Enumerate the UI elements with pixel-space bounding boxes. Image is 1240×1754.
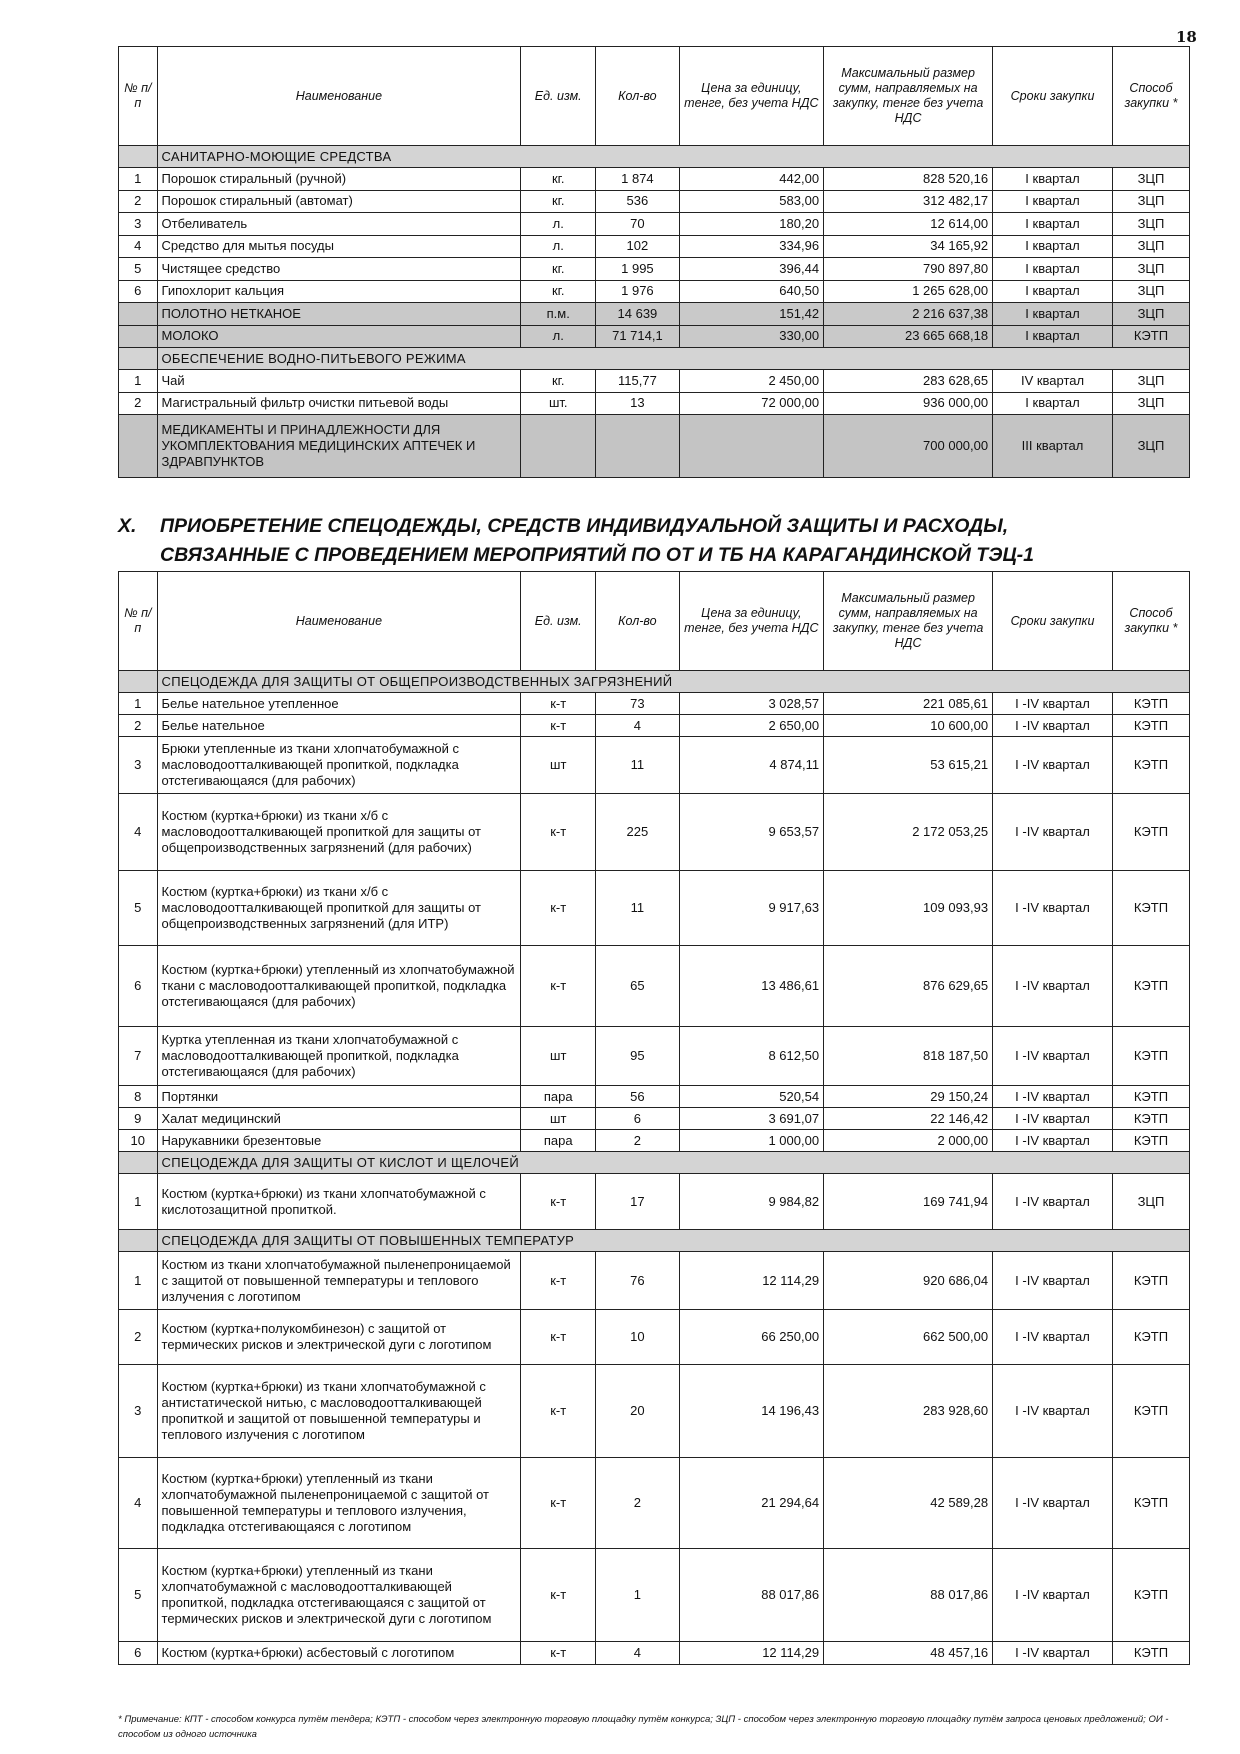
item-max-sum: 828 520,16 <box>824 168 993 191</box>
item-method: КЭТП <box>1112 325 1189 348</box>
col-header-num: № п/п <box>119 572 158 671</box>
row-number: 10 <box>119 1130 158 1152</box>
table-row <box>119 1027 1190 1086</box>
row-number: 7 <box>119 1027 158 1086</box>
table-row <box>119 1108 1190 1130</box>
item-unit-price: 4 874,11 <box>679 737 823 794</box>
table-row <box>119 1458 1190 1549</box>
col-header-method: Способ закупки * <box>1112 47 1189 146</box>
table-section-row <box>119 1152 1190 1174</box>
item-max-sum: 42 589,28 <box>824 1458 993 1549</box>
item-name: МЕДИКАМЕНТЫ И ПРИНАДЛЕЖНОСТИ ДЛЯ УКОМПЛЕКТОВАНИЯ МЕДИЦИНСКИХ АПТЕЧЕК И ЗДРАВПУНКТОВ <box>157 415 521 478</box>
col-header-unit: Ед. изм. <box>521 572 596 671</box>
item-method: ЗЦП <box>1112 213 1189 236</box>
table-section-row <box>119 671 1190 693</box>
item-name: Чай <box>157 370 521 393</box>
item-method: КЭТП <box>1112 1027 1189 1086</box>
item-max-sum: 2 172 053,25 <box>824 794 993 871</box>
col-header-max-sum: Максимальный размер сумм, направляемых на закупку, тенге без учета НДС <box>824 47 993 146</box>
item-unit-price: 180,20 <box>679 213 823 236</box>
item-unit-price: 1 000,00 <box>679 1130 823 1152</box>
row-number: 9 <box>119 1108 158 1130</box>
item-period: I -IV квартал <box>993 1549 1113 1642</box>
row-number: 5 <box>119 1549 158 1642</box>
row-number <box>119 303 158 326</box>
item-quantity: 73 <box>596 693 679 715</box>
col-header-period: Сроки закупки <box>993 572 1113 671</box>
item-period: I -IV квартал <box>993 1252 1113 1310</box>
item-period: I квартал <box>993 190 1113 213</box>
section-title: ОБЕСПЕЧЕНИЕ ВОДНО-ПИТЬЕВОГО РЕЖИМА <box>157 348 1189 370</box>
item-max-sum: 12 614,00 <box>824 213 993 236</box>
item-method: КЭТП <box>1112 1549 1189 1642</box>
item-period: I квартал <box>993 235 1113 258</box>
item-method: КЭТП <box>1112 693 1189 715</box>
item-method: КЭТП <box>1112 1365 1189 1458</box>
item-max-sum: 88 017,86 <box>824 1549 993 1642</box>
row-number: 1 <box>119 370 158 393</box>
item-name: Костюм из ткани хлопчатобумажной пыленепроницаемой с защитой от повышенной температуры и теплового излучения с логотипом <box>157 1252 521 1310</box>
item-name: Брюки утепленные из ткани хлопчатобумажной с масловодоотталкивающей пропиткой, подкладка отстегивающаяся (для рабочих) <box>157 737 521 794</box>
item-period: I -IV квартал <box>993 1642 1113 1665</box>
table-row <box>119 1252 1190 1310</box>
item-unit: к-т <box>521 1642 596 1665</box>
item-name: Белье нательное утепленное <box>157 693 521 715</box>
item-method: КЭТП <box>1112 737 1189 794</box>
item-unit: шт <box>521 737 596 794</box>
item-unit: кг. <box>521 190 596 213</box>
item-period: I -IV квартал <box>993 693 1113 715</box>
row-number: 1 <box>119 693 158 715</box>
section-num-cell <box>119 1152 158 1174</box>
item-period: I квартал <box>993 325 1113 348</box>
row-number: 1 <box>119 168 158 191</box>
item-period: I -IV квартал <box>993 871 1113 946</box>
item-quantity: 65 <box>596 946 679 1027</box>
item-max-sum: 169 741,94 <box>824 1174 993 1230</box>
row-number <box>119 325 158 348</box>
item-unit-price: 9 917,63 <box>679 871 823 946</box>
item-name: Куртка утепленная из ткани хлопчатобумажной с масловодоотталкивающей пропиткой, подкладка отстегивающаяся (для рабочих) <box>157 1027 521 1086</box>
item-unit: к-т <box>521 1549 596 1642</box>
item-max-sum: 53 615,21 <box>824 737 993 794</box>
row-number: 1 <box>119 1252 158 1310</box>
item-max-sum: 34 165,92 <box>824 235 993 258</box>
table-header-row <box>119 47 1190 146</box>
item-method: ЗЦП <box>1112 415 1189 478</box>
item-method: КЭТП <box>1112 1086 1189 1108</box>
item-max-sum: 221 085,61 <box>824 693 993 715</box>
table-row <box>119 794 1190 871</box>
col-header-name: Наименование <box>157 47 521 146</box>
item-unit-price: 334,96 <box>679 235 823 258</box>
table-row <box>119 235 1190 258</box>
item-unit-price: 9 984,82 <box>679 1174 823 1230</box>
row-number: 6 <box>119 280 158 303</box>
row-number <box>119 415 158 478</box>
item-method: ЗЦП <box>1112 392 1189 415</box>
item-unit: к-т <box>521 1365 596 1458</box>
item-quantity: 4 <box>596 1642 679 1665</box>
table-row <box>119 280 1190 303</box>
section-heading <box>118 512 1118 570</box>
table-row <box>119 168 1190 191</box>
item-quantity: 4 <box>596 715 679 737</box>
item-method: КЭТП <box>1112 794 1189 871</box>
section-title: САНИТАРНО-МОЮЩИЕ СРЕДСТВА <box>157 146 1189 168</box>
item-period: III квартал <box>993 415 1113 478</box>
item-name: Нарукавники брезентовые <box>157 1130 521 1152</box>
item-unit-price: 151,42 <box>679 303 823 326</box>
item-period: I квартал <box>993 392 1113 415</box>
item-quantity: 115,77 <box>596 370 679 393</box>
table-row <box>119 392 1190 415</box>
item-max-sum: 29 150,24 <box>824 1086 993 1108</box>
item-period: I -IV квартал <box>993 1365 1113 1458</box>
item-name: Халат медицинский <box>157 1108 521 1130</box>
item-max-sum: 790 897,80 <box>824 258 993 281</box>
table-row <box>119 1642 1190 1665</box>
item-quantity: 17 <box>596 1174 679 1230</box>
row-number: 2 <box>119 190 158 213</box>
section-title: СПЕЦОДЕЖДА ДЛЯ ЗАЩИТЫ ОТ КИСЛОТ И ЩЕЛОЧЕЙ <box>157 1152 1189 1174</box>
item-unit: пара <box>521 1086 596 1108</box>
item-quantity: 102 <box>596 235 679 258</box>
item-unit-price <box>679 415 823 478</box>
item-max-sum: 2 000,00 <box>824 1130 993 1152</box>
row-number: 2 <box>119 392 158 415</box>
row-number: 4 <box>119 794 158 871</box>
item-quantity: 225 <box>596 794 679 871</box>
table-row <box>119 715 1190 737</box>
row-number: 5 <box>119 258 158 281</box>
table-section-row <box>119 348 1190 370</box>
item-method: КЭТП <box>1112 715 1189 737</box>
section-num-cell <box>119 671 158 693</box>
item-period: I -IV квартал <box>993 1458 1113 1549</box>
table-body <box>119 671 1190 1665</box>
item-unit-price: 88 017,86 <box>679 1549 823 1642</box>
item-unit-price: 9 653,57 <box>679 794 823 871</box>
table-section-row <box>119 146 1190 168</box>
item-max-sum: 312 482,17 <box>824 190 993 213</box>
row-number: 5 <box>119 871 158 946</box>
item-method: ЗЦП <box>1112 168 1189 191</box>
col-header-price: Цена за единицу, тенге, без учета НДС <box>679 47 823 146</box>
item-name: Костюм (куртка+брюки) из ткани х/б с масловодоотталкивающей пропиткой для защиты от общепроизводственных загрязнений (для ИТР) <box>157 871 521 946</box>
item-period: I квартал <box>993 303 1113 326</box>
item-name: Костюм (куртка+брюки) из ткани х/б с масловодоотталкивающей пропиткой для защиты от общепроизводственных загрязнений (для рабочих) <box>157 794 521 871</box>
col-header-qty: Кол-во <box>596 47 679 146</box>
table-row <box>119 213 1190 236</box>
item-max-sum: 700 000,00 <box>824 415 993 478</box>
row-number: 2 <box>119 715 158 737</box>
item-name: Гипохлорит кальция <box>157 280 521 303</box>
item-quantity: 11 <box>596 737 679 794</box>
item-name: Средство для мытья посуды <box>157 235 521 258</box>
row-number: 6 <box>119 1642 158 1665</box>
item-quantity: 13 <box>596 392 679 415</box>
item-period: I -IV квартал <box>993 715 1113 737</box>
item-quantity: 1 995 <box>596 258 679 281</box>
item-method: КЭТП <box>1112 1130 1189 1152</box>
item-unit-price: 583,00 <box>679 190 823 213</box>
item-method: ЗЦП <box>1112 370 1189 393</box>
item-period: I -IV квартал <box>993 1130 1113 1152</box>
item-name: Костюм (куртка+брюки) утепленный из ткани хлопчатобумажной пыленепроницаемой с защитой от повышенной температуры и теплового излучения, подкладка отстегивающаяся с логотипом <box>157 1458 521 1549</box>
item-unit-price: 12 114,29 <box>679 1642 823 1665</box>
item-unit-price: 442,00 <box>679 168 823 191</box>
row-number: 2 <box>119 1310 158 1365</box>
item-quantity: 95 <box>596 1027 679 1086</box>
item-max-sum: 818 187,50 <box>824 1027 993 1086</box>
col-header-method: Способ закупки * <box>1112 572 1189 671</box>
item-method: КЭТП <box>1112 946 1189 1027</box>
item-period: I -IV квартал <box>993 946 1113 1027</box>
col-header-unit: Ед. изм. <box>521 47 596 146</box>
item-unit: пара <box>521 1130 596 1152</box>
item-unit: л. <box>521 325 596 348</box>
row-number: 4 <box>119 1458 158 1549</box>
item-max-sum: 283 928,60 <box>824 1365 993 1458</box>
item-quantity: 1 874 <box>596 168 679 191</box>
item-unit: к-т <box>521 1174 596 1230</box>
item-quantity <box>596 415 679 478</box>
section-title: СПЕЦОДЕЖДА ДЛЯ ЗАЩИТЫ ОТ ПОВЫШЕННЫХ ТЕМПЕРАТУР <box>157 1230 1189 1252</box>
item-method: КЭТП <box>1112 1252 1189 1310</box>
item-unit: шт. <box>521 392 596 415</box>
table-row <box>119 1365 1190 1458</box>
item-name: Костюм (куртка+полукомбинезон) с защитой от термических рисков и электрической дуги с логотипом <box>157 1310 521 1365</box>
item-quantity: 6 <box>596 1108 679 1130</box>
item-name: Костюм (куртка+брюки) из ткани хлопчатобумажной с кислотозащитной пропиткой. <box>157 1174 521 1230</box>
col-header-price: Цена за единицу, тенге, без учета НДС <box>679 572 823 671</box>
table-row <box>119 1130 1190 1152</box>
item-period: I -IV квартал <box>993 737 1113 794</box>
item-max-sum: 876 629,65 <box>824 946 993 1027</box>
item-method: ЗЦП <box>1112 1174 1189 1230</box>
item-unit-price: 330,00 <box>679 325 823 348</box>
item-quantity: 71 714,1 <box>596 325 679 348</box>
table-row <box>119 1086 1190 1108</box>
item-max-sum: 920 686,04 <box>824 1252 993 1310</box>
row-number: 4 <box>119 235 158 258</box>
item-name: Отбеливатель <box>157 213 521 236</box>
item-period: I -IV квартал <box>993 1108 1113 1130</box>
item-max-sum: 10 600,00 <box>824 715 993 737</box>
item-unit-price: 640,50 <box>679 280 823 303</box>
item-unit-price: 2 450,00 <box>679 370 823 393</box>
table-row <box>119 737 1190 794</box>
col-header-qty: Кол-во <box>596 572 679 671</box>
item-quantity: 2 <box>596 1458 679 1549</box>
row-number: 3 <box>119 1365 158 1458</box>
table-group-row <box>119 325 1190 348</box>
item-unit-price: 396,44 <box>679 258 823 281</box>
row-number: 1 <box>119 1174 158 1230</box>
table-group-row <box>119 415 1190 478</box>
item-unit: к-т <box>521 794 596 871</box>
item-unit: кг. <box>521 258 596 281</box>
item-method: ЗЦП <box>1112 258 1189 281</box>
item-method: ЗЦП <box>1112 235 1189 258</box>
item-method: КЭТП <box>1112 1310 1189 1365</box>
item-quantity: 14 639 <box>596 303 679 326</box>
item-quantity: 20 <box>596 1365 679 1458</box>
item-max-sum: 23 665 668,18 <box>824 325 993 348</box>
col-header-num: № п/п <box>119 47 158 146</box>
item-unit: к-т <box>521 1252 596 1310</box>
col-header-max-sum: Максимальный размер сумм, направляемых на закупку, тенге без учета НДС <box>824 572 993 671</box>
item-unit-price: 3 028,57 <box>679 693 823 715</box>
section-num-cell <box>119 146 158 168</box>
row-number: 6 <box>119 946 158 1027</box>
item-unit-price: 14 196,43 <box>679 1365 823 1458</box>
item-name: МОЛОКО <box>157 325 521 348</box>
item-max-sum: 48 457,16 <box>824 1642 993 1665</box>
col-header-period: Сроки закупки <box>993 47 1113 146</box>
item-unit: л. <box>521 235 596 258</box>
item-period: I -IV квартал <box>993 1086 1113 1108</box>
item-method: КЭТП <box>1112 1108 1189 1130</box>
footnote: * Примечание: КПТ - способом конкурса путём тендера; КЭТП - способом через электронную торговую площадку путём конкурса; ЗЦП - способом через электронную торговую площадку путём запроса ценовых предложений; ОИ - способом из одного источника <box>118 1714 1169 1740</box>
item-name: Порошок стиральный (автомат) <box>157 190 521 213</box>
table-row <box>119 258 1190 281</box>
item-name: Белье нательное <box>157 715 521 737</box>
item-max-sum: 22 146,42 <box>824 1108 993 1130</box>
item-quantity: 536 <box>596 190 679 213</box>
table-row <box>119 370 1190 393</box>
table-group-row <box>119 303 1190 326</box>
section-title: СПЕЦОДЕЖДА ДЛЯ ЗАЩИТЫ ОТ ОБЩЕПРОИЗВОДСТВЕННЫХ ЗАГРЯЗНЕНИЙ <box>157 671 1189 693</box>
item-name: Костюм (куртка+брюки) утепленный из хлопчатобумажной ткани с масловодоотталкивающей пропиткой, подкладка отстегивающаяся (для рабочих) <box>157 946 521 1027</box>
item-period: I квартал <box>993 258 1113 281</box>
section-num-cell <box>119 1230 158 1252</box>
page-number: 18 <box>1176 28 1197 46</box>
item-unit-price: 66 250,00 <box>679 1310 823 1365</box>
item-unit: к-т <box>521 871 596 946</box>
item-period: I квартал <box>993 280 1113 303</box>
item-unit-price: 13 486,61 <box>679 946 823 1027</box>
item-quantity: 11 <box>596 871 679 946</box>
table-header-row <box>119 572 1190 671</box>
item-period: I квартал <box>993 213 1113 236</box>
col-header-name: Наименование <box>157 572 521 671</box>
section-number: X. <box>118 515 137 537</box>
item-max-sum: 2 216 637,38 <box>824 303 993 326</box>
item-unit-price: 12 114,29 <box>679 1252 823 1310</box>
item-period: IV квартал <box>993 370 1113 393</box>
item-period: I -IV квартал <box>993 1027 1113 1086</box>
item-quantity: 10 <box>596 1310 679 1365</box>
item-quantity: 76 <box>596 1252 679 1310</box>
section-num-cell <box>119 348 158 370</box>
item-unit: кг. <box>521 370 596 393</box>
item-max-sum: 283 628,65 <box>824 370 993 393</box>
item-unit: кг. <box>521 280 596 303</box>
item-name: Костюм (куртка+брюки) утепленный из ткани хлопчатобумажной с масловодоотталкивающей пропиткой, подкладка отстегивающаяся с защитой от термических рисков и электрической дуги с логотипом <box>157 1549 521 1642</box>
table-row <box>119 946 1190 1027</box>
item-unit: к-т <box>521 715 596 737</box>
item-max-sum: 662 500,00 <box>824 1310 993 1365</box>
item-name: Портянки <box>157 1086 521 1108</box>
item-method: ЗЦП <box>1112 190 1189 213</box>
item-unit-price: 3 691,07 <box>679 1108 823 1130</box>
item-max-sum: 936 000,00 <box>824 392 993 415</box>
procurement-table-workwear <box>118 571 1190 1665</box>
item-period: I -IV квартал <box>993 1174 1113 1230</box>
section-title-line-2: СВЯЗАННЫЕ С ПРОВЕДЕНИЕМ МЕРОПРИЯТИЙ ПО ОТ И ТБ НА КАРАГАНДИНСКОЙ ТЭЦ-1 <box>160 544 1034 566</box>
item-unit: п.м. <box>521 303 596 326</box>
table-row <box>119 1549 1190 1642</box>
table-row <box>119 871 1190 946</box>
item-unit: л. <box>521 213 596 236</box>
table-row <box>119 190 1190 213</box>
item-unit: шт <box>521 1027 596 1086</box>
row-number: 3 <box>119 737 158 794</box>
item-name: Магистральный фильтр очистки питьевой воды <box>157 392 521 415</box>
table-row <box>119 1310 1190 1365</box>
item-name: Костюм (куртка+брюки) асбестовый с логотипом <box>157 1642 521 1665</box>
item-max-sum: 109 093,93 <box>824 871 993 946</box>
item-period: I -IV квартал <box>993 794 1113 871</box>
item-max-sum: 1 265 628,00 <box>824 280 993 303</box>
item-method: КЭТП <box>1112 1458 1189 1549</box>
item-unit: кг. <box>521 168 596 191</box>
item-method: КЭТП <box>1112 1642 1189 1665</box>
item-unit: шт <box>521 1108 596 1130</box>
item-method: ЗЦП <box>1112 280 1189 303</box>
item-name: Чистящее средство <box>157 258 521 281</box>
item-unit: к-т <box>521 1458 596 1549</box>
item-quantity: 70 <box>596 213 679 236</box>
item-unit-price: 2 650,00 <box>679 715 823 737</box>
item-period: I квартал <box>993 168 1113 191</box>
item-quantity: 2 <box>596 1130 679 1152</box>
item-period: I -IV квартал <box>993 1310 1113 1365</box>
table-body <box>119 146 1190 478</box>
section-title-line-1: ПРИОБРЕТЕНИЕ СПЕЦОДЕЖДЫ, СРЕДСТВ ИНДИВИДУАЛЬНОЙ ЗАЩИТЫ И РАСХОДЫ, <box>160 515 1009 537</box>
item-method: ЗЦП <box>1112 303 1189 326</box>
procurement-table-sanitary <box>118 46 1190 478</box>
item-unit-price: 520,54 <box>679 1086 823 1108</box>
item-quantity: 56 <box>596 1086 679 1108</box>
table-row <box>119 693 1190 715</box>
item-name: Костюм (куртка+брюки) из ткани хлопчатобумажной с антистатической нитью, с масловодоотталкивающей пропиткой и защитой от повышенной температуры и теплового излучения с логотипом <box>157 1365 521 1458</box>
row-number: 3 <box>119 213 158 236</box>
item-unit <box>521 415 596 478</box>
item-unit-price: 21 294,64 <box>679 1458 823 1549</box>
item-name: Порошок стиральный (ручной) <box>157 168 521 191</box>
item-unit: к-т <box>521 693 596 715</box>
item-unit: к-т <box>521 1310 596 1365</box>
table-row <box>119 1174 1190 1230</box>
item-unit: к-т <box>521 946 596 1027</box>
item-name: ПОЛОТНО НЕТКАНОЕ <box>157 303 521 326</box>
table-section-row <box>119 1230 1190 1252</box>
row-number: 8 <box>119 1086 158 1108</box>
item-unit-price: 8 612,50 <box>679 1027 823 1086</box>
item-quantity: 1 <box>596 1549 679 1642</box>
item-unit-price: 72 000,00 <box>679 392 823 415</box>
item-quantity: 1 976 <box>596 280 679 303</box>
item-method: КЭТП <box>1112 871 1189 946</box>
